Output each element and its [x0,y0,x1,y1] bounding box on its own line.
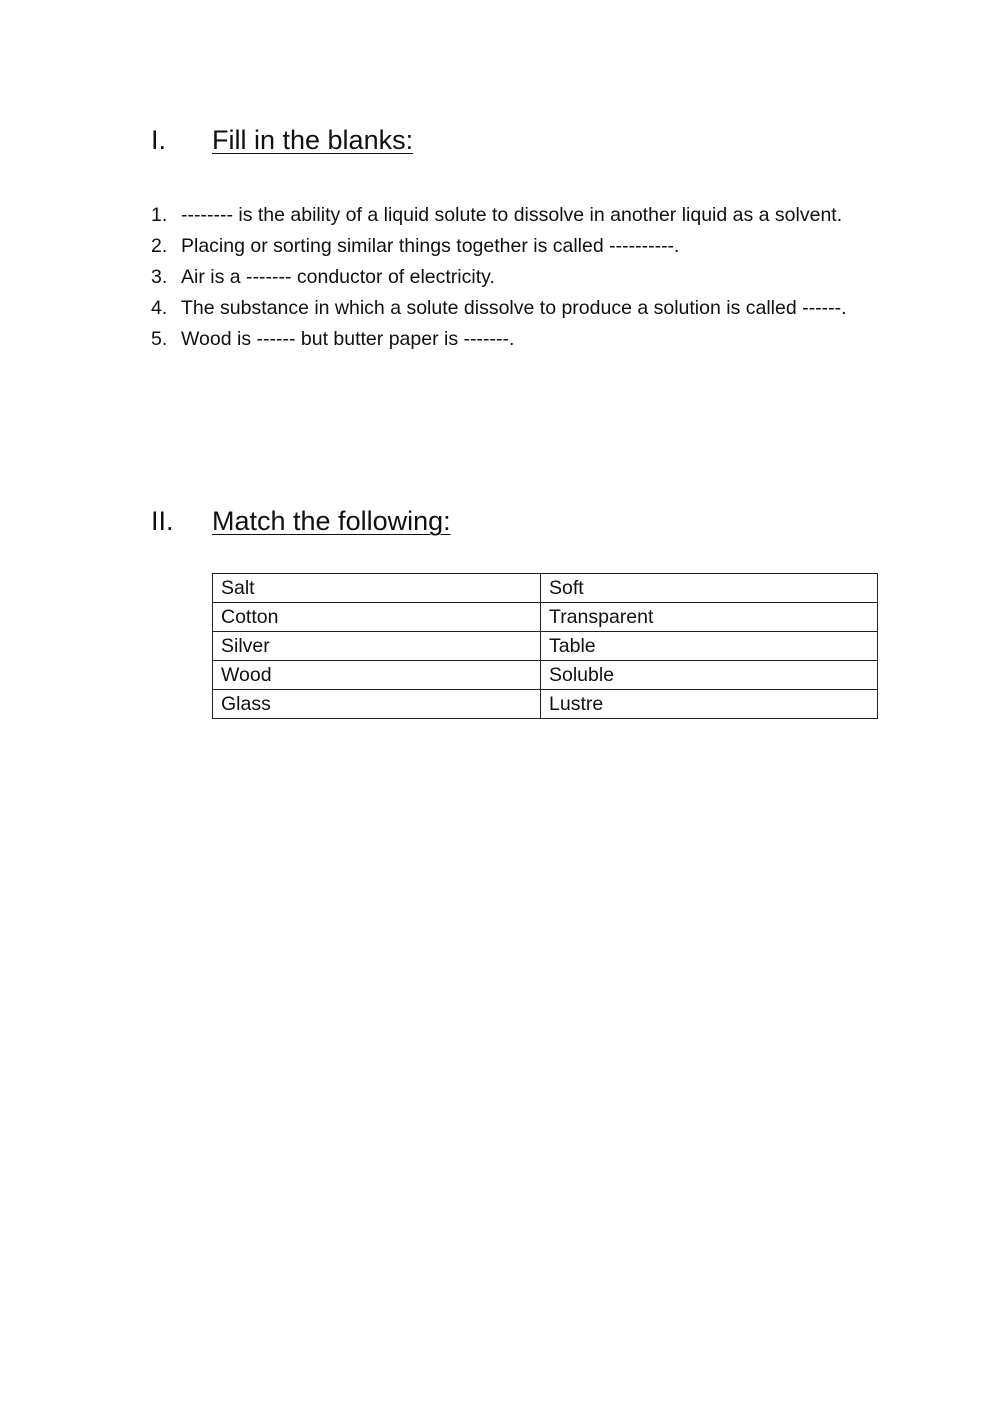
item-text: -------- is the ability of a liquid solute to dissolve in another liquid as a solvent. [181,204,843,226]
table-cell-right: Soluble [541,661,878,690]
table-row [213,574,878,603]
list-item [151,200,931,231]
table-cell-right: Soft [541,574,878,603]
list-item [151,293,931,324]
table-cell-left: Cotton [213,603,541,632]
section-title: Fill in the blanks: [212,125,414,155]
section-heading-fill-blanks [151,124,413,156]
table-cell-left: Wood [213,661,541,690]
item-number: 4. [151,297,168,319]
item-number: 1. [151,204,168,226]
match-table [212,573,878,719]
fill-blanks-list [151,200,931,355]
item-number: 5. [151,328,168,350]
table-cell-right: Table [541,632,878,661]
item-text: Air is a ------- conductor of electricity. [181,266,495,288]
table-row [213,632,878,661]
item-text: Placing or sorting similar things together is called ----------. [181,235,680,257]
table-cell-right: Transparent [541,603,878,632]
table-cell-left: Glass [213,690,541,719]
item-number: 3. [151,266,168,288]
table-row [213,661,878,690]
table-row [213,603,878,632]
list-item [151,262,931,293]
list-item [151,324,931,355]
item-number: 2. [151,235,168,257]
table-cell-left: Salt [213,574,541,603]
section-heading-match [151,505,451,537]
table-cell-left: Silver [213,632,541,661]
section-numeral: I. [151,125,167,155]
item-text: The substance in which a solute dissolve to produce a solution is called ------. [181,297,847,319]
table-row [213,690,878,719]
section-numeral: II. [151,506,174,536]
table-cell-right: Lustre [541,690,878,719]
section-title: Match the following: [212,506,451,536]
item-text: Wood is ------ but butter paper is -------. [181,328,515,350]
list-item [151,231,931,262]
